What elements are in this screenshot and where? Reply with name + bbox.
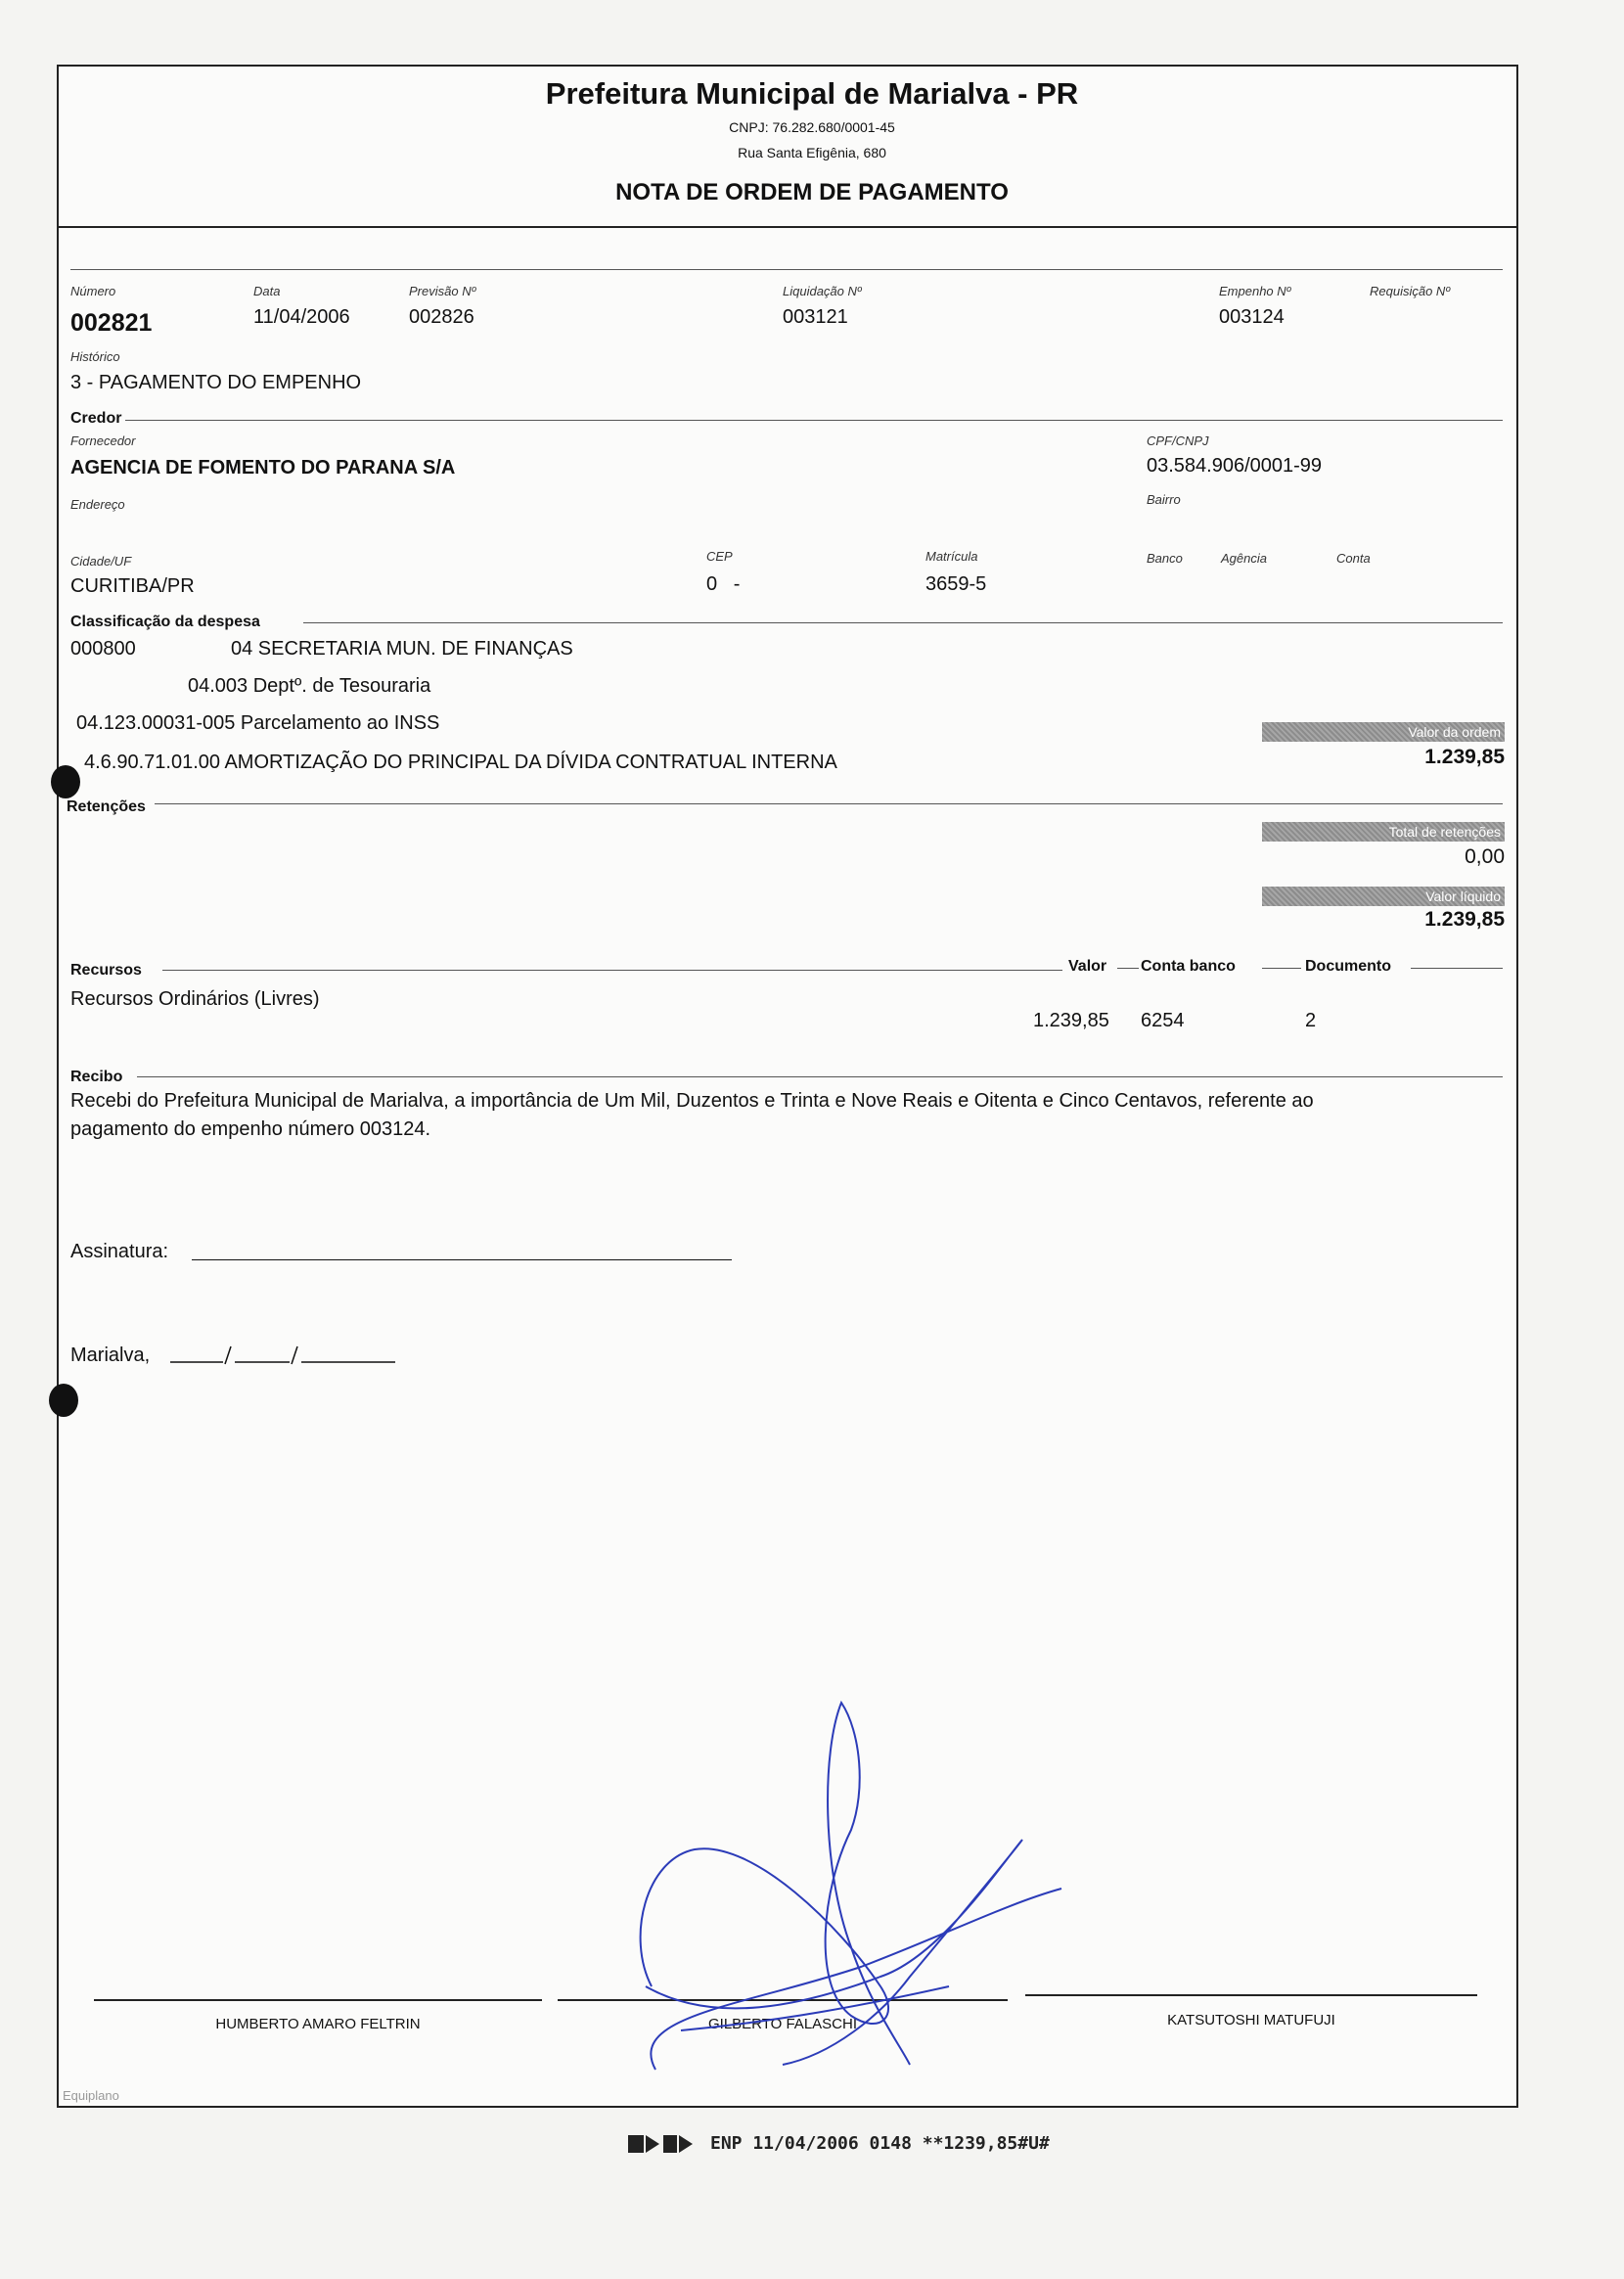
historico-value: 3 - PAGAMENTO DO EMPENHO (70, 372, 362, 393)
elemento-text: 4.6.90.71.01.00 AMORTIZAÇÃO DO PRINCIPAL DA DÍVIDA CONTRATUAL INTERNA (84, 752, 837, 773)
assinatura-label: Assinatura: (70, 1241, 169, 1262)
secretaria-text: 04 SECRETARIA MUN. DE FINANÇAS (231, 638, 573, 660)
classificacao-section: Classificação da despesa (70, 614, 260, 630)
numero-value: 002821 (70, 309, 153, 337)
numero-label: Número (70, 284, 116, 298)
total-retencoes-value: 0,00 (1465, 845, 1505, 868)
document-title: NOTA DE ORDEM DE PAGAMENTO (615, 179, 1009, 205)
classificacao-code: 000800 (70, 638, 136, 660)
retencoes-section: Retenções (67, 798, 146, 815)
address-text: Rua Santa Efigênia, 680 (738, 145, 886, 160)
total-retencoes-label: Total de retenções (1262, 822, 1505, 842)
cidade-label: Cidade/UF (70, 554, 132, 569)
handwritten-signature (587, 1693, 1096, 2104)
valor-ordem-value: 1.239,85 (1424, 746, 1505, 768)
recurso-documento: 2 (1305, 1010, 1317, 1031)
valor-liquido-label: Valor líquido (1262, 887, 1505, 906)
equiplano-brand: Equiplano (63, 2088, 119, 2103)
previsao-label: Previsão Nº (409, 284, 476, 298)
municipality-title: Prefeitura Municipal de Marialva - PR (545, 76, 1079, 111)
matricula-value: 3659-5 (925, 573, 987, 595)
recibo-text-line1: Recebi do Prefeitura Municipal de Marialva, a importância de Um Mil, Duzentos e Trinta e Nove Reais e Oitenta e Cinco Centavos, referente ao (70, 1090, 1314, 1112)
assinatura-line (192, 1259, 732, 1260)
valor-liquido-value: 1.239,85 (1424, 908, 1505, 931)
signature-line-left (94, 1999, 542, 2001)
recurso-conta: 6254 (1141, 1010, 1185, 1031)
recurso-item: Recursos Ordinários (Livres) (70, 988, 320, 1010)
cpf-label: CPF/CNPJ (1147, 433, 1209, 448)
retencoes-rule (155, 803, 1503, 804)
liquidacao-label: Liquidação Nº (783, 284, 862, 298)
cep-label: CEP (706, 549, 733, 564)
recursos-rule-2 (1117, 968, 1139, 969)
recibo-section: Recibo (70, 1069, 123, 1085)
data-value: 11/04/2006 (253, 306, 350, 328)
empenho-label: Empenho Nº (1219, 284, 1291, 298)
classificacao-rule (303, 622, 1503, 623)
agencia-label: Agência (1221, 551, 1267, 566)
bank-logo (626, 2131, 704, 2157)
signatory-center: GILBERTO FALASCHI (708, 2016, 857, 2032)
recurso-valor: 1.239,85 (1033, 1010, 1109, 1031)
historico-label: Histórico (70, 349, 120, 364)
top-rule (70, 269, 1503, 270)
recursos-rule (162, 970, 1062, 971)
valor-ordem-label: Valor da ordem (1262, 722, 1505, 742)
signatory-right: KATSUTOSHI MATUFUJI (1167, 2012, 1335, 2028)
recursos-documento-header: Documento (1305, 958, 1391, 975)
programa-text: 04.123.00031-005 Parcelamento ao INSS (76, 712, 440, 734)
requisicao-label: Requisição Nº (1370, 284, 1451, 298)
recursos-section: Recursos (70, 962, 142, 979)
signatory-left: HUMBERTO AMARO FELTRIN (215, 2016, 421, 2032)
cidade-value: CURITIBA/PR (70, 575, 195, 597)
conta-label: Conta (1336, 551, 1371, 566)
liquidacao-value: 003121 (783, 306, 848, 328)
recursos-rule-3 (1262, 968, 1301, 969)
endereco-label: Endereço (70, 497, 125, 512)
matricula-label: Matrícula (925, 549, 978, 564)
data-label: Data (253, 284, 281, 298)
bairro-label: Bairro (1147, 492, 1181, 507)
credor-rule (125, 420, 1503, 421)
cep-value: 0 - (706, 573, 741, 595)
date-blank-lines (168, 1341, 403, 1370)
previsao-value: 002826 (409, 306, 474, 328)
authentication-stamp: ENP 11/04/2006 0148 **1239,85#U# (710, 2133, 1050, 2154)
recursos-conta-header: Conta banco (1141, 958, 1236, 975)
credor-section: Credor (70, 410, 122, 427)
banco-label: Banco (1147, 551, 1183, 566)
fornecedor-value: AGENCIA DE FOMENTO DO PARANA S/A (70, 457, 456, 479)
recursos-rule-4 (1411, 968, 1503, 969)
punch-hole-mark-lower (49, 1384, 78, 1417)
cnpj-text: CNPJ: 76.282.680/0001-45 (729, 119, 895, 135)
dept-text: 04.003 Deptº. de Tesouraria (188, 675, 431, 697)
header-divider (57, 226, 1516, 228)
local-label: Marialva, (70, 1345, 151, 1366)
empenho-value: 003124 (1219, 306, 1285, 328)
recibo-rule (137, 1076, 1503, 1077)
recibo-text-line2: pagamento do empenho número 003124. (70, 1118, 431, 1140)
cpf-value: 03.584.906/0001-99 (1147, 455, 1323, 477)
fornecedor-label: Fornecedor (70, 433, 136, 448)
punch-hole-mark-upper (51, 765, 80, 798)
recursos-valor-header: Valor (1068, 958, 1107, 975)
